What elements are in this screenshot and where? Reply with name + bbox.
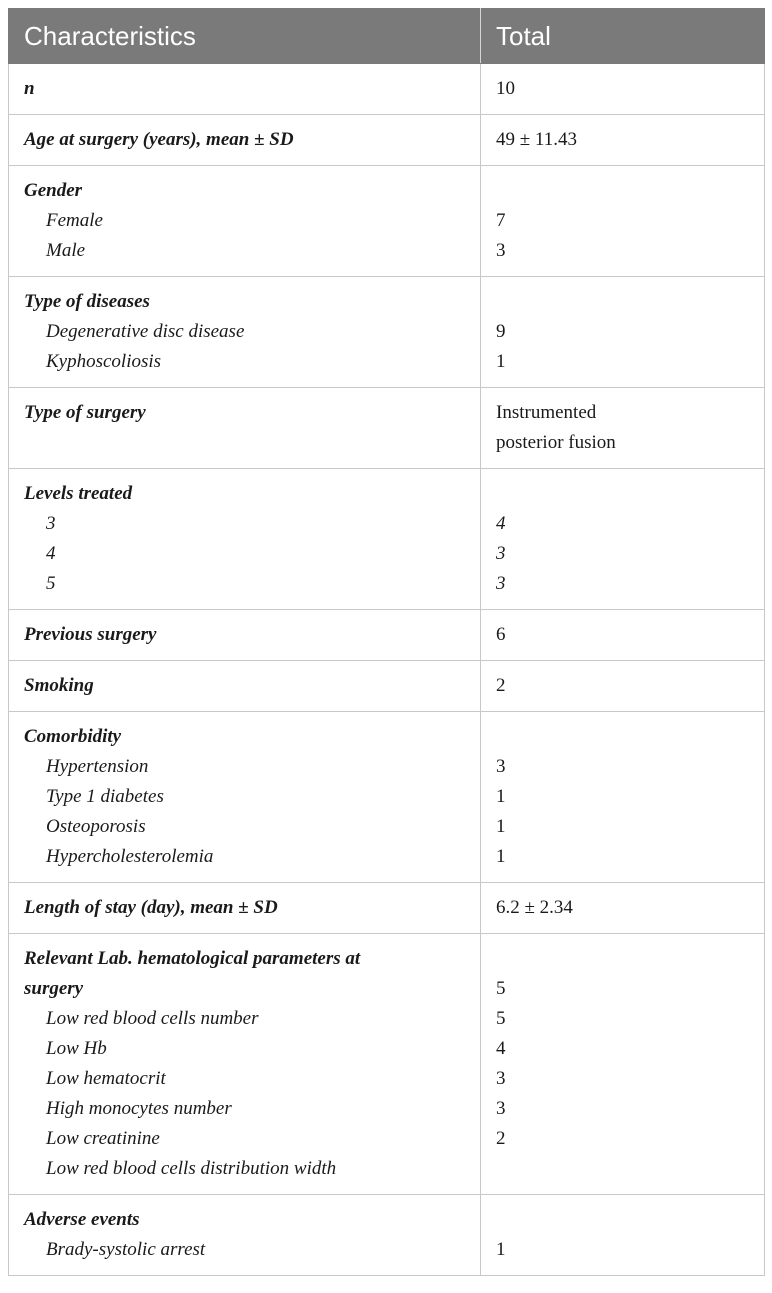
sub-value: 3 [496,573,506,594]
sub-value: 7 [496,210,506,231]
table-row [9,610,765,661]
header-characteristics: Characteristics [9,9,481,64]
row-value-surgery-line1: Instrumented [496,402,597,423]
sub-label: 3 [46,513,56,534]
sub-value: 1 [496,816,506,837]
sub-value: 3 [496,1098,506,1119]
row-label-comorbidity: Comorbidity [24,726,122,747]
sub-label: High monocytes number [46,1098,232,1119]
header-total: Total [481,9,765,64]
characteristics-table [8,8,765,1276]
row-label-gender: Gender [24,180,83,201]
sub-value: 1 [496,846,506,867]
table-row [9,1195,765,1276]
sub-value: 9 [496,321,506,342]
sub-label: Low hematocrit [46,1068,166,1089]
table-row [9,469,765,610]
row-label-surgery: Type of surgery [24,402,146,423]
sub-label: Hypertension [46,756,149,777]
sub-value: 5 [496,1008,506,1029]
row-label-previous: Previous surgery [24,624,157,645]
table-row [9,712,765,883]
row-value-surgery-line2: posterior fusion [496,432,616,453]
table-row [9,388,765,469]
sub-value: 3 [496,1068,506,1089]
table-row [9,661,765,712]
sub-label: 4 [46,543,56,564]
row-label-diseases: Type of diseases [24,291,150,312]
sub-value: 4 [496,513,506,534]
sub-value: 1 [496,351,506,372]
row-value-smoking: 2 [496,675,506,696]
row-value-n: 10 [496,78,515,99]
sub-label: Brady-systolic arrest [46,1239,206,1260]
row-value-stay: 6.2 ± 2.34 [496,897,573,918]
sub-value: 2 [496,1128,506,1149]
sub-label: Low red blood cells distribution width [46,1158,337,1179]
sub-label: 5 [46,573,56,594]
table-row [9,934,765,1195]
sub-value: 3 [496,240,506,261]
sub-label: Degenerative disc disease [46,321,245,342]
sub-value: 3 [496,543,506,564]
table-row [9,883,765,934]
sub-value: 5 [496,978,506,999]
sub-label: Female [46,210,103,231]
row-label-n: n [24,78,35,99]
sub-label: Type 1 diabetes [46,786,164,807]
row-label-lab-line2: surgery [24,978,84,999]
row-label-age: Age at surgery (years), mean ± SD [24,129,294,150]
row-label-levels: Levels treated [24,483,133,504]
sub-label: Low red blood cells number [46,1008,259,1029]
sub-value: 1 [496,786,506,807]
table-header-row [9,9,765,64]
row-value-age: 49 ± 11.43 [496,129,577,150]
sub-value: 3 [496,756,506,777]
row-value-previous: 6 [496,624,506,645]
row-label-lab-line1: Relevant Lab. hematological parameters at [24,948,361,969]
table-row [9,277,765,388]
sub-label: Kyphoscoliosis [46,351,162,372]
row-label-adverse: Adverse events [24,1209,140,1230]
sub-label: Male [46,240,86,261]
sub-label: Osteoporosis [46,816,146,837]
sub-label: Low Hb [46,1038,107,1059]
sub-label: Low creatinine [46,1128,160,1149]
sub-value: 1 [496,1239,506,1260]
sub-label: Hypercholesterolemia [46,846,214,867]
table-row [9,115,765,166]
sub-value: 4 [496,1038,506,1059]
row-label-smoking: Smoking [24,675,94,696]
table-row [9,166,765,277]
row-label-stay: Length of stay (day), mean ± SD [24,897,278,918]
table-row [9,64,765,115]
